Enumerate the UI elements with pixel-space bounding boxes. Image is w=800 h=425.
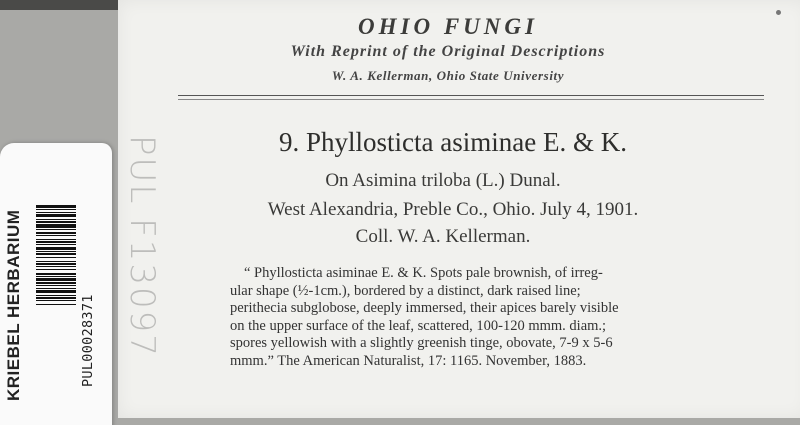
original-description	[230, 265, 770, 370]
species-name: 9. Phyllosticta asiminae E. & K.	[279, 127, 627, 157]
collection-locality: West Alexandria, Preble Co., Ohio. July 4, 1901.	[267, 199, 639, 220]
barcode-bar	[36, 276, 76, 277]
description-line: spores yellowish with a slightly greenish tinge, obovate, 7-9 x 5-6	[230, 335, 613, 351]
barcode-bar	[36, 269, 76, 270]
barcode-bar	[36, 247, 76, 250]
barcode-sticker	[0, 143, 112, 425]
barcode-bar	[36, 297, 76, 299]
barcode-bar	[36, 219, 76, 220]
description-line: on the upper surface of the leaf, scattered, 100-120 mmm. diam.;	[230, 317, 607, 334]
barcode-bar	[36, 278, 76, 281]
barcode-bar	[36, 257, 76, 258]
barcode-bar	[36, 290, 76, 293]
barcode-bar	[36, 273, 76, 275]
pencil-catalogue-number: PUL F13097	[122, 135, 162, 358]
barcode-bar	[36, 239, 76, 240]
barcode-bar	[36, 244, 76, 245]
barcode-bar	[36, 209, 76, 210]
series-author: W. A. Kellerman, Ohio State University	[331, 68, 565, 83]
barcode-bar	[36, 261, 76, 262]
host-plant: On Asimina triloba (L.) Dunal.	[325, 170, 561, 191]
barcode-bar	[36, 263, 76, 265]
description-line: mmm.” The American Naturalist, 17: 1165. November, 1883.	[230, 352, 587, 369]
divider-line-secondary	[178, 99, 764, 100]
barcode-bar	[36, 253, 76, 255]
barcode	[36, 205, 76, 391]
barcode-bar	[36, 285, 76, 286]
specimen-label	[118, 0, 800, 418]
description-line: “ Phyllosticta asiminae E. & K. Spots pale brownish, of irreg-	[244, 265, 603, 281]
barcode-bar	[36, 221, 76, 223]
collector: Coll. W. A. Kellerman.	[355, 226, 531, 247]
barcode-bar	[36, 295, 76, 296]
barcode-bar	[36, 212, 76, 213]
barcode-number: PUL00028371	[80, 294, 96, 387]
herbarium-name: KRIEBEL HERBARIUM	[4, 209, 23, 401]
barcode-bar	[36, 229, 76, 230]
barcode-bar	[36, 205, 76, 208]
barcode-bar	[36, 304, 76, 305]
barcode-bar	[36, 251, 76, 252]
barcode-bar	[36, 266, 76, 267]
description-line: ular shape (½-1cm.), bordered by a distinct, dark raised line;	[230, 282, 581, 299]
barcode-bar	[36, 235, 76, 236]
series-title: OHIO FUNGI	[358, 14, 538, 39]
ink-dot	[776, 10, 781, 15]
barcode-bar	[36, 224, 76, 228]
barcode-bar	[36, 232, 76, 234]
barcode-bar	[36, 214, 76, 217]
divider-line	[178, 95, 764, 96]
barcode-bar	[36, 241, 76, 243]
barcode-bar	[36, 300, 76, 301]
barcode-bar	[36, 288, 76, 289]
series-subtitle: With Reprint of the Original Descriptions	[290, 43, 606, 60]
description-line: perithecia subglobose, deeply immersed, their apices barely visible	[230, 300, 619, 316]
barcode-bar	[36, 282, 76, 284]
